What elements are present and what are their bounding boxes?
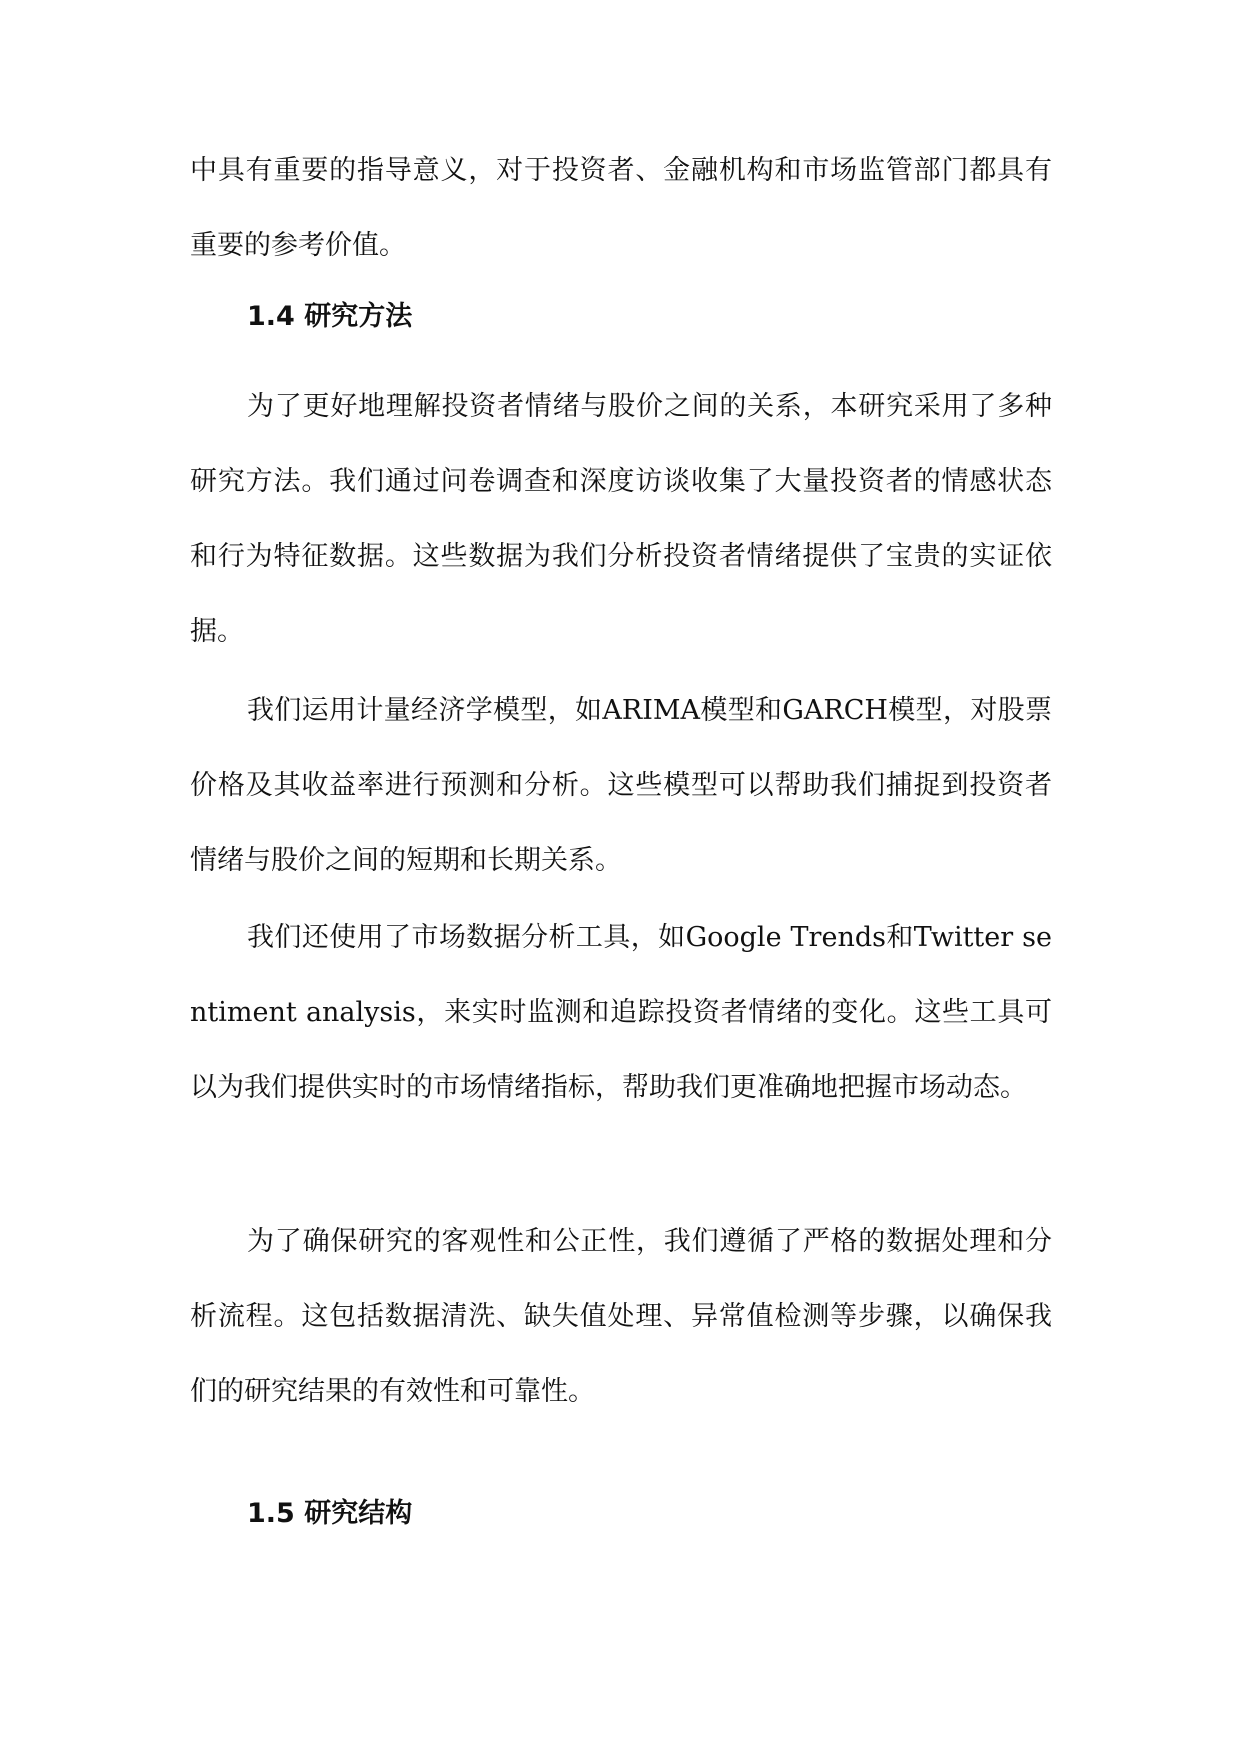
section-heading-1-5: 1.5 研究结构: [247, 1498, 413, 1529]
paragraph-methods-2: 我们运用计量经济学模型，如ARIMA模型和GARCH模型，对股票价格及其收益率进行预测和分析。这些模型可以帮助我们捕捉到投资者情绪与股价之间的短期和长期关系。: [190, 695, 1052, 876]
paragraph-methods-4: 为了确保研究的客观性和公正性，我们遵循了严格的数据处理和分析流程。这包括数据清洗、缺失值处理、异常值检测等步骤，以确保我们的研究结果的有效性和可靠性。: [190, 1226, 1052, 1407]
paragraph-methods-1: 为了更好地理解投资者情绪与股价之间的关系，本研究采用了多种研究方法。我们通过问卷调查和深度访谈收集了大量投资者的情感状态和行为特征数据。这些数据为我们分析投资者情绪提供了宝贵的实证依据。: [190, 391, 1052, 647]
section-heading-1-4: 1.4 研究方法: [247, 301, 413, 332]
paragraph-methods-3: 我们还使用了市场数据分析工具，如Google Trends和Twitter sentiment analysis，来实时监测和追踪投资者情绪的变化。这些工具可以为我们提供实时的市场情绪指标，帮助我们更准确地把握市场动态。: [190, 922, 1052, 1103]
paragraph-continuation: 中具有重要的指导意义，对于投资者、金融机构和市场监管部门都具有重要的参考价值。: [190, 155, 1052, 261]
